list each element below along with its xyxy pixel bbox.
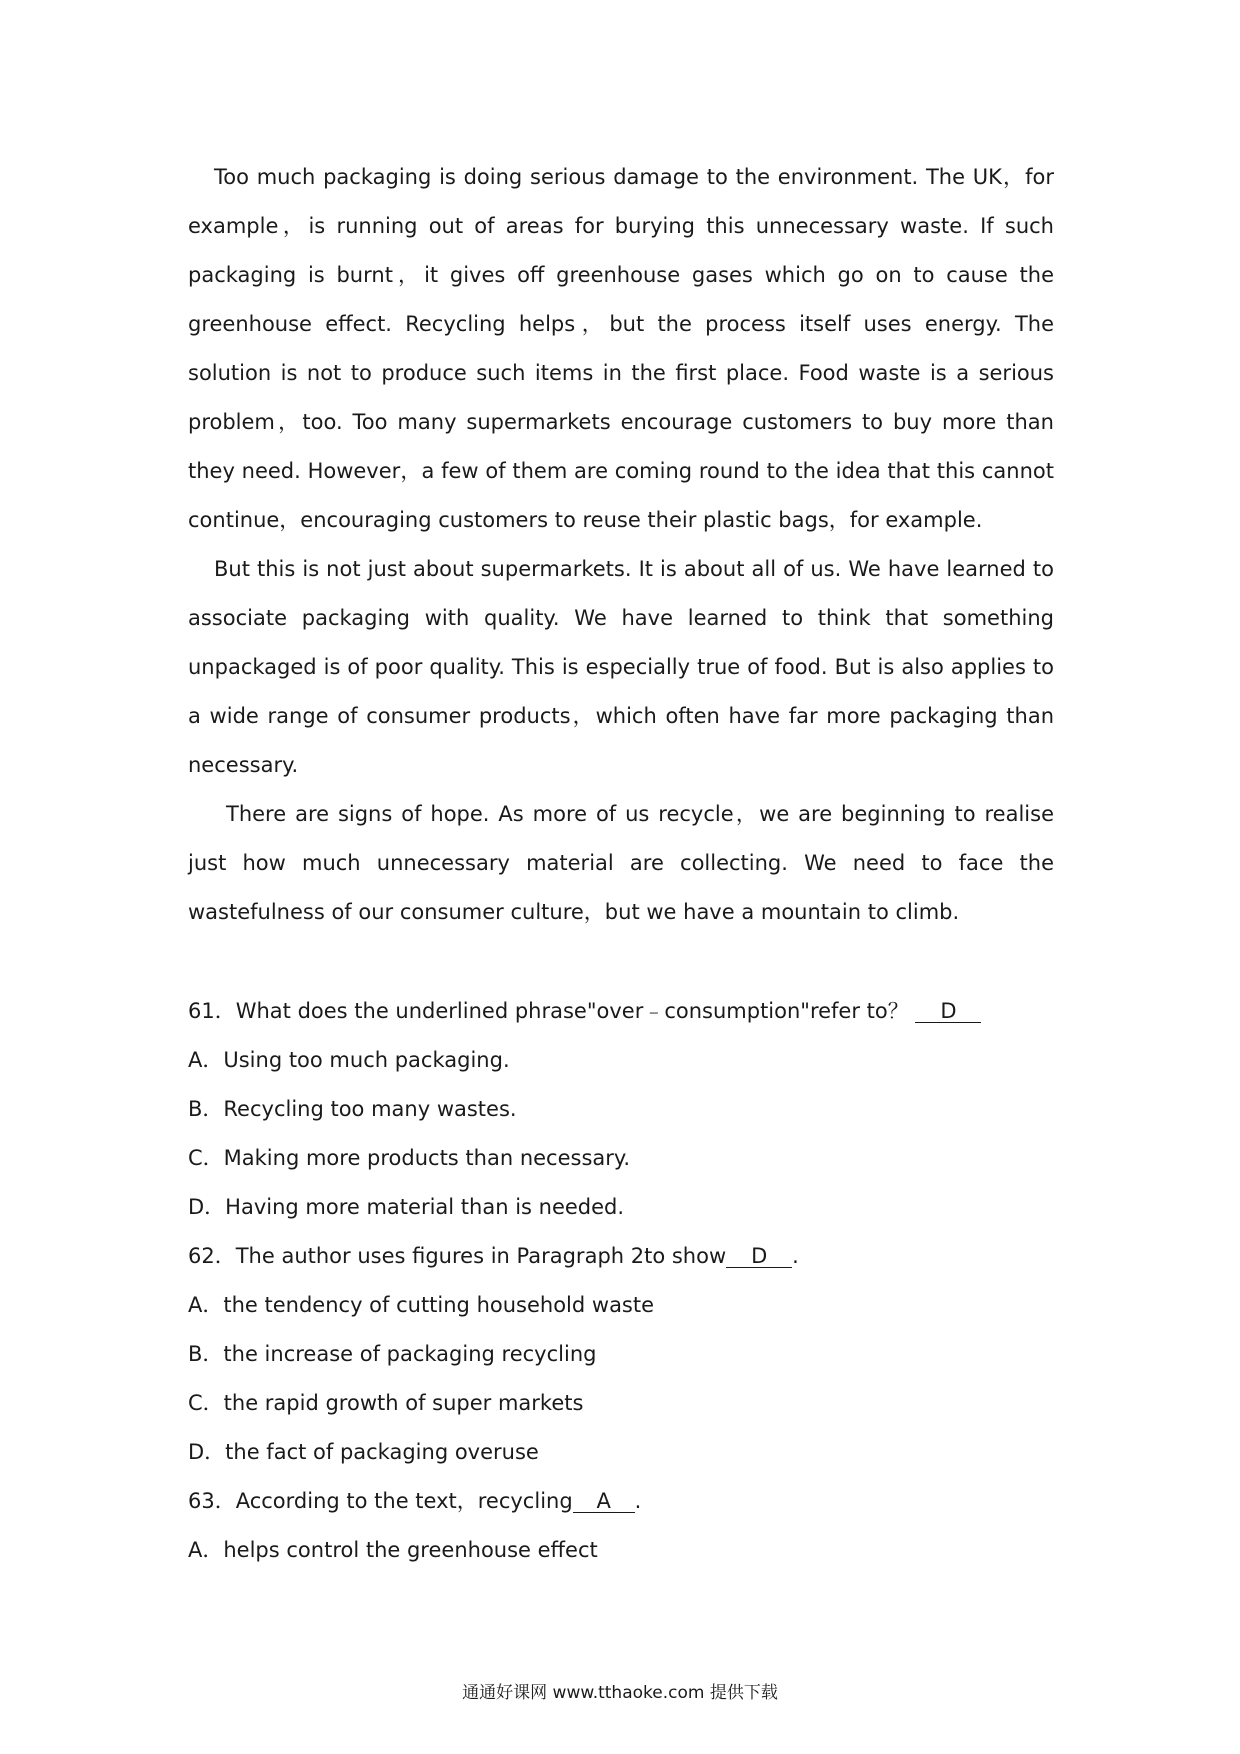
question-stem-text: 63．According to the text，recycling: [188, 1489, 573, 1513]
passage-paragraph: There are signs of hope. As more of us recycle，we are beginning to realise just how much unnecessary material are collecting. We need to face the wastefulness of our consumer culture，but we have a mountain to climb.: [188, 802, 1054, 924]
question-62: [188, 1232, 1054, 1477]
question-stem-text: 61．What does the underlined phrase"over﹣consumption"refer to？: [188, 999, 909, 1023]
answer-option: D．Having more material than is needed.: [188, 1195, 625, 1219]
question-63: [188, 1477, 1054, 1575]
answer-option: D．the fact of packaging overuse: [188, 1440, 539, 1464]
question-list: [188, 987, 1054, 1575]
answer-blank: A: [573, 1490, 635, 1513]
page-footer: 通通好课网 www.tthaoke.com 提供下载: [462, 1683, 778, 1703]
question-stem-suffix: .: [792, 1244, 799, 1268]
question-stem: [188, 987, 1054, 1036]
answer-blank: D: [915, 1000, 981, 1023]
answer-option: A．helps control the greenhouse effect: [188, 1538, 598, 1562]
document-content: [188, 153, 1054, 1575]
answer-option: C．the rapid growth of super markets: [188, 1391, 584, 1415]
answer-option: B．the increase of packaging recycling: [188, 1342, 597, 1366]
passage-paragraph: Too much packaging is doing serious damage to the environment. The UK，for example，is running out of areas for burying this unnecessary waste. If such packaging is burnt，it gives off greenhouse gases which go on to cause the greenhouse effect. Recycling helps，but the process itself uses energy. The solution is not to produce such items in the first place. Food waste is a serious problem，too. Too many supermarkets encourage customers to buy more than they need. However，a few of them are coming round to the idea that this cannot continue，encouraging customers to reuse their plastic bags，for example.: [188, 165, 1054, 532]
answer-option: C．Making more products than necessary.: [188, 1146, 631, 1170]
question-61: [188, 987, 1054, 1232]
question-stem-suffix: .: [634, 1489, 642, 1513]
answer-option: A．the tendency of cutting household waste: [188, 1293, 655, 1317]
answer-option: B．Recycling too many wastes.: [188, 1097, 517, 1121]
question-stem: [188, 1477, 1054, 1526]
answer-blank: D: [726, 1245, 792, 1268]
answer-option: A．Using too much packaging.: [188, 1048, 510, 1072]
reading-passage: [188, 153, 1054, 937]
question-stem-text: 62．The author uses figures in Paragraph 2to show: [188, 1244, 727, 1268]
passage-paragraph: But this is not just about supermarkets. It is about all of us. We have learned to associate packaging with quality. We have learned to think that something unpackaged is of poor quality. This is especially true of food. But is also applies to a wide range of consumer products，which often have far more packaging than necessary.: [188, 557, 1054, 777]
question-stem: [188, 1232, 1054, 1281]
